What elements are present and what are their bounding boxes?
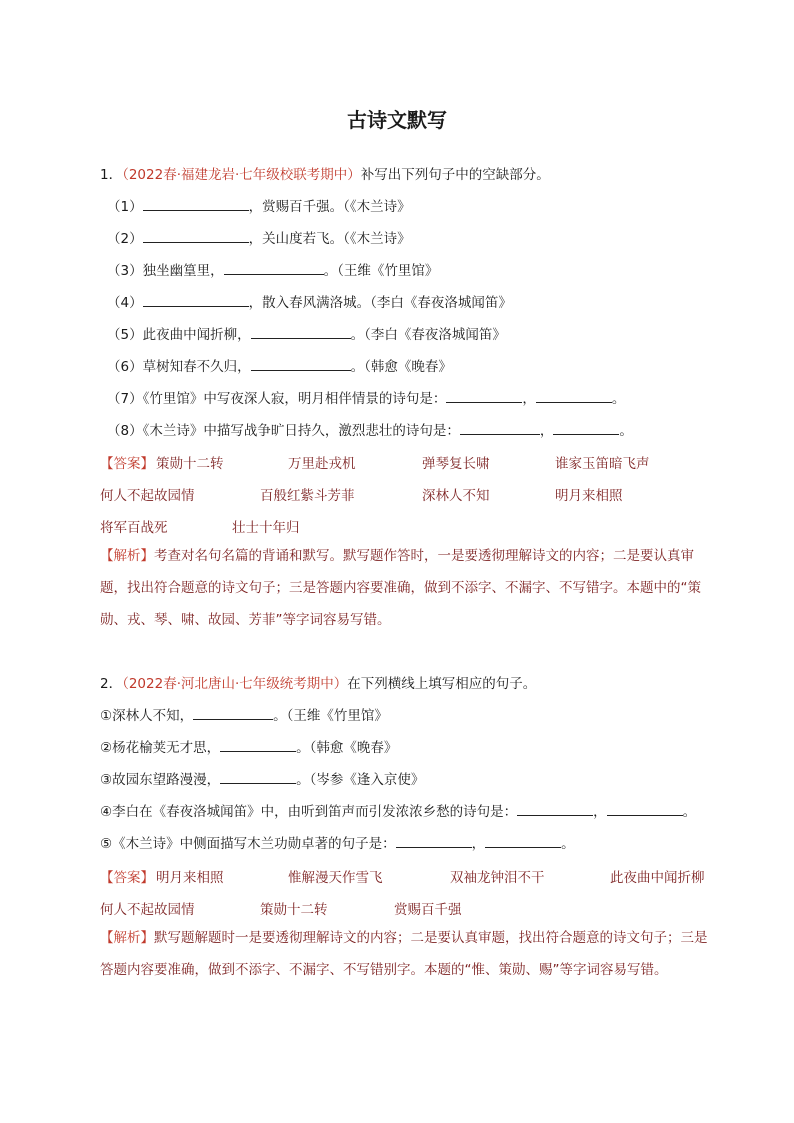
- question-source: （2022春·河北唐山·七年级统考期中）: [122, 676, 348, 692]
- answer-item: 百般红紫斗芳菲: [260, 488, 355, 504]
- answer-item: 万里赴戎机: [288, 456, 356, 472]
- question-source: （2022春·福建龙岩·七年级校联考期中）: [122, 167, 361, 183]
- answer-item: 赏赐百千强: [394, 902, 462, 918]
- question-number: 1．: [100, 167, 123, 183]
- answer-item: 谁家玉笛暗飞声: [555, 456, 650, 472]
- answer-item: 明月来相照: [555, 488, 623, 504]
- question-prompt: 在下列横线上填写相应的句子。: [347, 676, 537, 692]
- answer-item: 何人不起故园情: [100, 488, 195, 504]
- q2-item-5: ⑤《木兰诗》中侧面描写木兰功勋卓著的句子是： ， 。: [100, 836, 575, 852]
- q2-analysis: [100, 922, 720, 986]
- analysis-text: 考查对名句名篇的背诵和默写。默写题作答时，一是要透彻理解诗文的内容；二是要认真审题，找出符合题意的诗文句子；三是答题内容要准确，做到不添字、不漏字、不写错字。本题中的“策勋、戎、琴、啸、故园、芳菲”等字词容易写错。: [100, 548, 701, 628]
- answer-blank: [460, 422, 540, 435]
- answer-blank: [251, 326, 351, 339]
- q2-item-4: ④李白在《春夜洛城闻笛》中，由听到笛声而引发浓浓乡愁的诗句是： ， 。: [100, 804, 697, 820]
- answer-item: 策勋十二转: [260, 902, 328, 918]
- answer-item: 何人不起故园情: [100, 902, 195, 918]
- answer-label: 【答案】: [100, 870, 154, 886]
- q1-item-8: （8）《木兰诗》中描写战争旷日持久，激烈悲壮的诗句是： ， 。: [107, 423, 633, 439]
- q1-item-2: （2） ，关山度若飞。（《木兰诗》: [107, 231, 411, 247]
- answer-blank: [553, 422, 619, 435]
- answer-blank: [485, 835, 561, 848]
- answer-blank: [220, 739, 296, 752]
- answer-item: 惟解漫天作雪飞: [288, 870, 383, 886]
- answer-blank: [143, 294, 249, 307]
- q2-item-3: ③故园东望路漫漫， 。（岑参《逢入京使》: [100, 772, 425, 788]
- answer-blank: [193, 707, 273, 720]
- question-1-header: [100, 166, 550, 184]
- answer-item: 此夜曲中闻折柳: [610, 870, 705, 886]
- analysis-label: 【解析】: [100, 548, 154, 564]
- question-prompt: 补写出下列句子中的空缺部分。: [360, 167, 550, 183]
- analysis-label: 【解析】: [100, 930, 154, 946]
- answer-blank: [396, 835, 472, 848]
- answer-item: 壮士十年归: [232, 520, 300, 536]
- answer-item: 双袖龙钟泪不干: [450, 870, 545, 886]
- answer-blank: [536, 390, 612, 403]
- question-number: 2．: [100, 676, 123, 692]
- q1-item-3: （3）独坐幽篁里， 。（王维《竹里馆》: [107, 263, 439, 279]
- q1-analysis: [100, 540, 720, 636]
- answer-item: 弹琴复长啸: [422, 456, 490, 472]
- answer-item: 明月来相照: [156, 870, 224, 886]
- answer-item: 将军百战死: [100, 520, 168, 536]
- answer-label: 【答案】: [100, 456, 154, 472]
- answer-blank: [224, 262, 324, 275]
- q1-item-5: （5）此夜曲中闻折柳， 。（李白《春夜洛城闻笛》: [107, 327, 506, 343]
- answer-item: 策勋十二转: [156, 456, 224, 472]
- answer-blank: [251, 358, 351, 371]
- answer-blank: [143, 198, 249, 211]
- q1-item-1: （1） ，赏赐百千强。（《木兰诗》: [107, 199, 411, 215]
- answer-blank: [517, 803, 593, 816]
- answer-blank: [220, 771, 296, 784]
- answer-blank: [446, 390, 522, 403]
- question-2-header: [100, 675, 536, 693]
- answer-blank: [607, 803, 683, 816]
- q1-item-6: （6）草树知春不久归， 。（韩愈《晚春》: [107, 359, 452, 375]
- page-title: 古诗文默写: [347, 108, 447, 132]
- answer-blank: [143, 230, 249, 243]
- q1-item-4: （4） ，散入春风满洛城。（李白《春夜洛城闻笛》: [107, 295, 512, 311]
- q1-item-7: （7）《竹里馆》中写夜深人寂，明月相伴情景的诗句是： ， 。: [107, 391, 626, 407]
- q2-item-1: ①深林人不知， 。（王维《竹里馆》: [100, 708, 388, 724]
- answer-item: 深林人不知: [422, 488, 490, 504]
- analysis-text: 默写题解题时一是要透彻理解诗文的内容；二是要认真审题，找出符合题意的诗文句子；三是答题内容要准确，做到不添字、不漏字、不写错别字。本题的“惟、策勋、赐”等字词容易写错。: [100, 930, 708, 978]
- q2-item-2: ②杨花榆荚无才思， 。（韩愈《晚春》: [100, 740, 398, 756]
